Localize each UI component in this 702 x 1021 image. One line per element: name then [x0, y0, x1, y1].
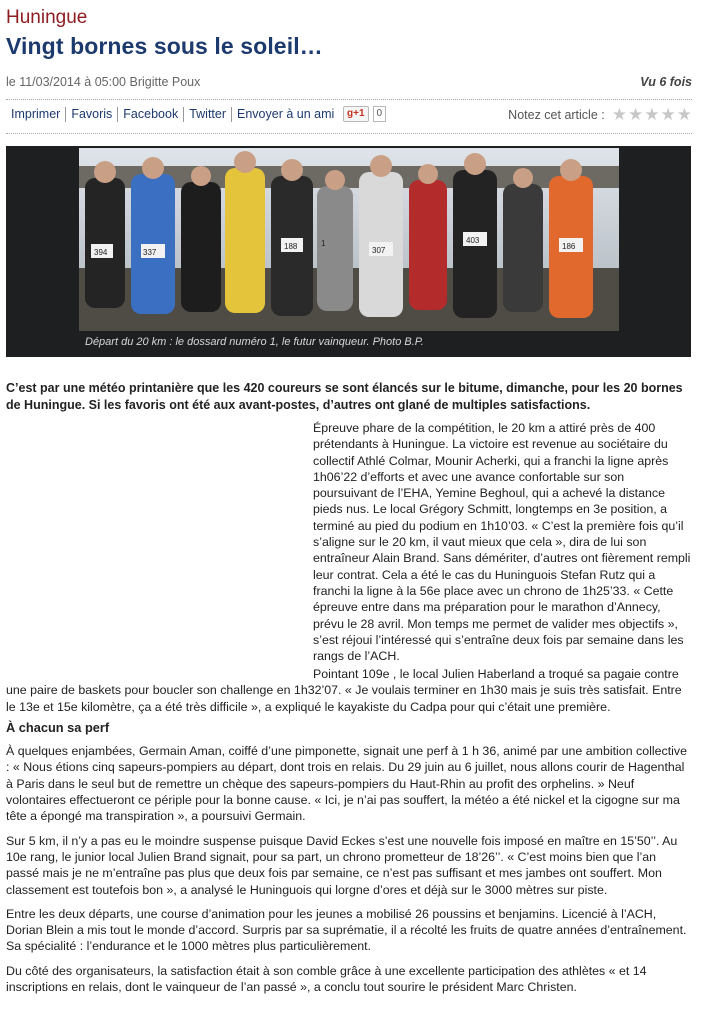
star-icon[interactable]: ★ — [676, 105, 692, 124]
bib-number: 403 — [466, 236, 480, 245]
article-photo — [6, 146, 691, 357]
bib-number: 394 — [94, 248, 108, 257]
article-paragraph: À quelques enjambées, Germain Aman, coiffé d’une pimponette, signait une perf à 1 h 36, animé par une ambition collective : « Nous étions cinq sapeurs-pompiers au départ, dont trois en relais. Du 29 juin au 6 juillet, nous allons courir de Hagenthal à Paris dans le seul but de remettre un chèque des sapeurs-pompiers du Haut-Rhin au profit des orphelins. » Neuf volontaires effectueront ce périple pour la bonne cause. « Ici, je n’ai pas souffert, la météo a été nickel et la cigogne sur ma tête a épongé ma transpiration », a poursuivi Germain. — [6, 744, 687, 824]
article-paragraph: Entre les deux départs, une course d’animation pour les jeunes a mobilisé 26 poussins et benjamins. Licencié à l’ACH, Dorian Blein a mis tout le monde d’accord. Surpris par sa suprématie, il a récolté les fruits de quatre années d’entraînement. Sa spécialité : l’endurance et le 1000 mètres plus particulièrement. — [6, 906, 687, 954]
star-icon[interactable]: ★ — [660, 105, 676, 124]
bib-number: 337 — [143, 248, 157, 257]
article-paragraph: Épreuve phare de la compétition, le 20 km a attiré près de 400 prétendants à Huningue. La victoire est revenue au sociétaire du collectif Athlé Colmar, Mounir Acherki, qui a franchi la ligne après 1h06’22 d’efforts et avec une avance confortable sur son poursuivant de l’EHA, Yemine Beghoul, qui a achevé la distance pieds nus. Le local Grégory Schmitt, longtemps en 3e position, a terminé au pied du podium en 1h10’03. « C’est la première fois qu’il s’aligne sur le 20 km, il vaut mieux que cela », dira de lui son entraîneur Alain Brand. Sans démériter, d’autres ont fièrement rempli leur contrat. Cela a été le cas du Huninguois Stefan Rutz qui a franchi la ligne à la 56e place avec un chrono de 1h25’33. « Cette épreuve entre dans ma préparation pour le marathon d’Annecy, prévu le 28 avril. Mon temps me permet de valider mes objectifs », s’est réjoui l’intéressé qui s’entraîne deux fois par semaine dans les rangs de l’ACH. — [313, 421, 691, 664]
google-plus-widget — [343, 106, 386, 122]
view-count: Vu 6 fois — [640, 75, 692, 89]
favorites-link[interactable]: Favoris — [65, 107, 117, 122]
share-links — [6, 107, 339, 122]
divider — [6, 99, 692, 100]
article-subhead: À chacun sa perf — [6, 719, 110, 735]
section-label[interactable]: Huningue — [6, 7, 88, 28]
bib-number: 188 — [284, 242, 298, 251]
print-link[interactable]: Imprimer — [11, 107, 61, 121]
runners-photo — [79, 148, 619, 331]
article-paragraph: Du côté des organisateurs, la satisfaction était à son comble grâce à une excellente participation des athlètes « et 14 inscriptions en relais, dont le vainqueur de l’an passé », a conclu tout sourire le président Marc Christen. — [6, 963, 647, 995]
send-to-friend-link[interactable]: Envoyer à un ami — [231, 107, 339, 122]
star-icon[interactable]: ★ — [644, 105, 660, 124]
bib-number: 1 — [321, 239, 326, 248]
article-title: Vingt bornes sous le soleil… — [6, 33, 323, 59]
date-author: le 11/03/2014 à 05:00 Brigitte Poux — [6, 75, 201, 89]
article-lead: C’est par une météo printanière que les 420 coureurs se sont élancés sur le bitume, dimanche, pour les 20 bornes de Huningue. Si les favoris ont été aux avant-postes, d’autres ont glané de multiples satisfactions. — [6, 381, 683, 412]
star-icon[interactable]: ★ — [628, 105, 644, 124]
photo-caption: Départ du 20 km : le dossard numéro 1, le futur vainqueur. Photo B.P. — [85, 336, 424, 348]
rating-stars — [611, 107, 692, 122]
google-plus-count: 0 — [373, 106, 387, 122]
divider — [6, 133, 692, 134]
facebook-link[interactable]: Facebook — [117, 107, 183, 122]
share-toolbar — [6, 106, 692, 126]
article-paragraph: Pointant 109e , le local Julien Haberland a troqué sa pagaie contre une paire de baskets pour boucler son challenge en 1h32’07. « Je voulais terminer en 1h30 mais je suis très satisfait. Entre le 13e et 15e kilomètre, ça a été très difficile », a expliqué le kayakiste du Cadpa pour qui c’était une première. — [6, 667, 682, 714]
rating-label: Notez cet article : — [508, 107, 605, 122]
bib-number: 186 — [562, 242, 576, 251]
rating — [508, 107, 692, 122]
article-paragraph: Sur 5 km, il n’y a pas eu le moindre suspense puisque David Eckes s’est une nouvelle fois imposé en maître en 15’50’’. Au 10e rang, le junior local Julien Brand signait, pour sa part, un chrono prometteur de 18’26’’. « C’est moins bien que l’an passé mais je ne m’entraîne pas plus que deux fois par semaine, ce n’est pas suffisant et mes jambes ont souffert. Mon classement est toutefois bon », a analysé le Huninguois qui lorgne d’ores et déjà sur le 3000 mètres sur piste. — [6, 833, 678, 897]
article-meta — [6, 75, 692, 93]
twitter-link[interactable]: Twitter — [183, 107, 231, 122]
article-body — [6, 666, 691, 1003]
bib-number: 307 — [372, 246, 386, 255]
google-plus-button[interactable]: g+1 — [343, 106, 369, 122]
star-icon[interactable]: ★ — [611, 105, 627, 124]
